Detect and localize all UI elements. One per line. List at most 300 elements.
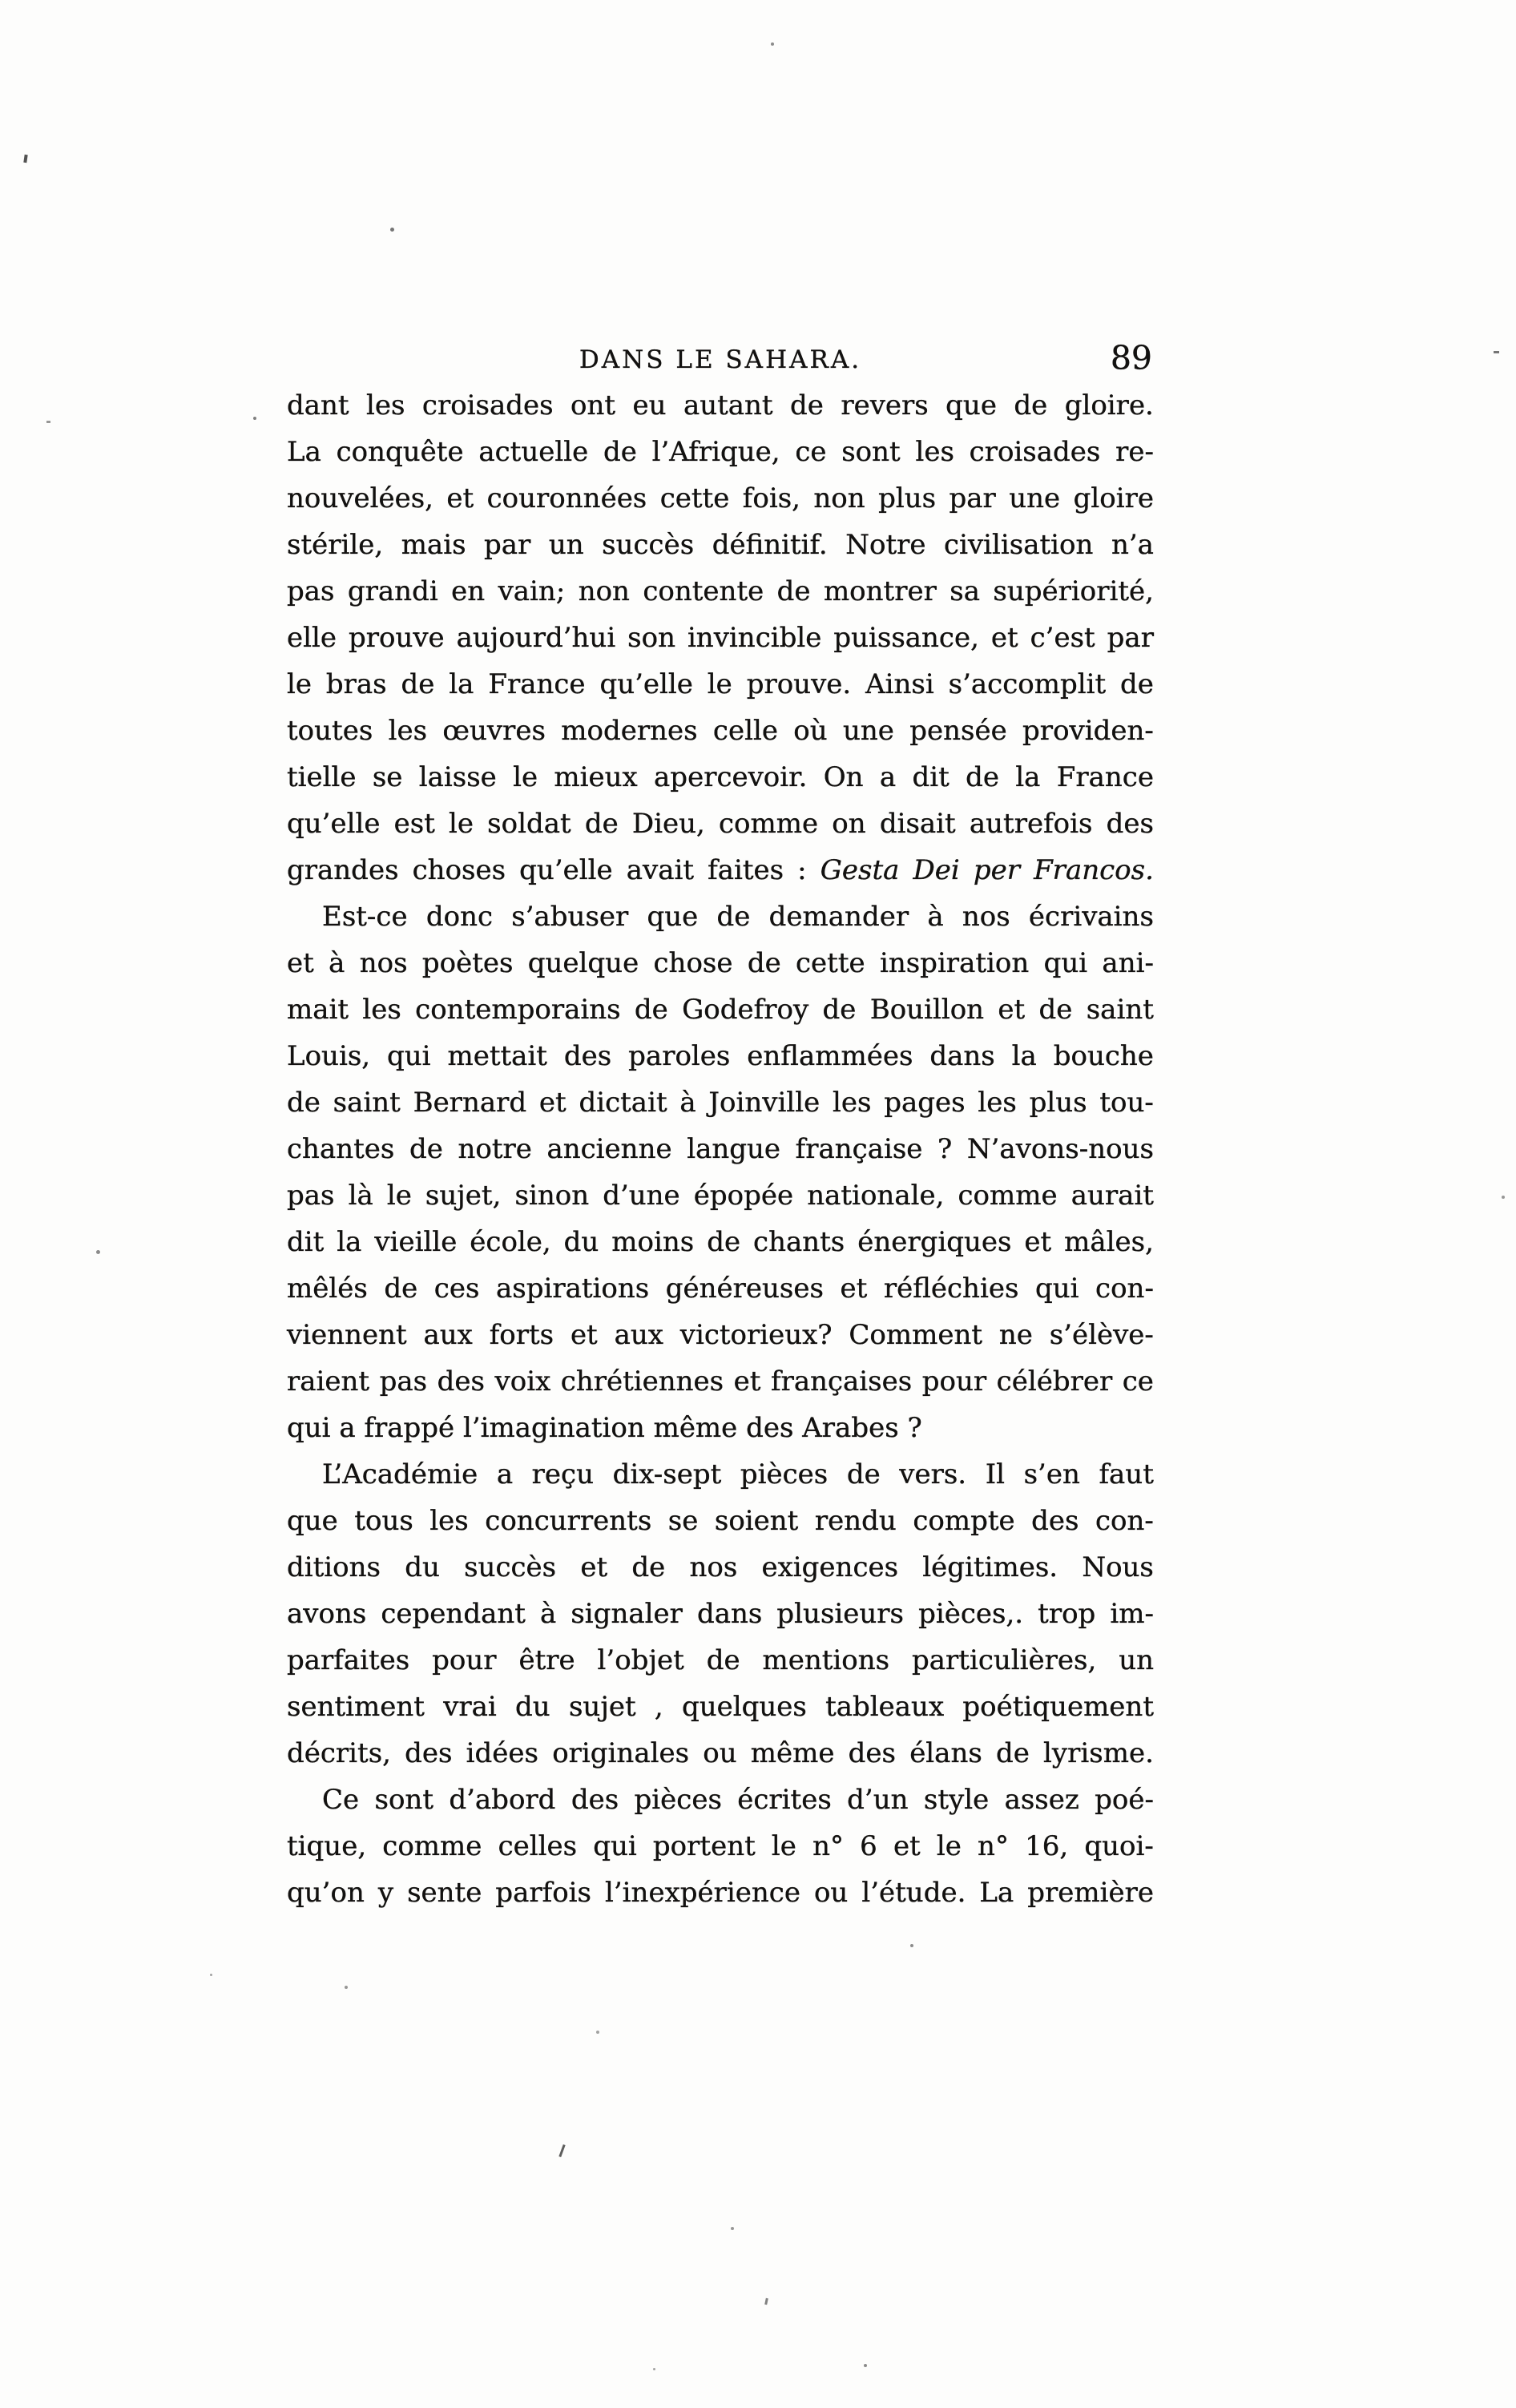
word: pièces [740,1458,829,1490]
scan-speck [771,42,774,46]
word: aurait [1070,1180,1154,1212]
word: avait [626,854,695,886]
word: n° [978,1830,1009,1862]
running-header [287,338,1154,375]
word: et [538,1087,566,1119]
word: qu’elle [519,854,613,886]
word: montrer [823,575,937,607]
running-title: DANS LE SAHARA. [579,345,862,374]
word: du [515,1691,550,1723]
word: des [437,1365,485,1398]
scan-speck [558,2144,565,2157]
word: de [287,1087,321,1119]
word: Godefroy [682,994,809,1026]
word: soldat [487,808,571,840]
word: de [409,1133,443,1165]
word: reçu [531,1458,594,1490]
word: se [667,1505,699,1537]
word: Est-ce [322,901,408,933]
word: les [833,1087,872,1119]
word: de [634,994,668,1026]
word: signaler [571,1598,683,1630]
word: dit [287,1226,325,1258]
word: couronnées [486,482,647,514]
word: notre [458,1133,532,1165]
word: Ce [322,1784,360,1816]
word: d’une [603,1180,680,1212]
scan-speck [596,2031,599,2034]
word: N’avons-nous [966,1133,1154,1165]
word: celle [712,715,778,747]
text-line [287,1823,1154,1870]
word: célébrer [996,1365,1113,1398]
word: nos [962,901,1010,933]
word: re- [1115,436,1154,468]
word: le [287,668,312,700]
word: conquête [336,436,464,468]
word: demander [768,901,909,933]
text-line [287,1730,1154,1777]
word: con- [1095,1505,1154,1537]
word: de [776,575,811,607]
word: de [790,389,824,422]
word: victorieux? [679,1319,833,1351]
word: sujet [568,1691,636,1723]
word: qui [593,1830,637,1862]
word: puissance, [833,622,979,654]
word: faut [1099,1458,1154,1490]
word: revers [841,389,929,422]
word: poètes [421,947,514,979]
scan-speck [210,1974,212,1976]
word: des [563,1040,612,1072]
word: a [496,1458,514,1490]
word: prouve. [746,668,852,700]
word: là [348,1180,373,1212]
word: comme [382,1830,482,1862]
word: par [1107,622,1154,654]
word: la [449,668,474,700]
word: pour [432,1644,497,1676]
word: les [388,715,428,747]
word: sont [374,1784,433,1816]
word: soient [714,1505,799,1537]
word: française [795,1133,923,1165]
word: sont [841,436,901,468]
word: bouche [1053,1040,1154,1072]
page-body-text [287,382,1154,1916]
word: On [823,761,864,793]
word: sinon [514,1180,590,1212]
word: ? [937,1133,953,1165]
word: de [716,901,751,933]
text-line [287,661,1154,708]
scan-speck [390,228,394,232]
word: vieille [374,1226,458,1258]
word: l’étude. [861,1877,966,1909]
word: supériorité, [993,575,1154,607]
word: vers. [899,1458,967,1490]
word: croisades [421,389,554,422]
word: s’accomplit [948,668,1107,700]
word: des [848,1737,897,1769]
word: 16, [1025,1830,1069,1862]
word: et [446,482,474,514]
word: la [337,1226,362,1258]
word: généreuses [665,1273,824,1305]
word: de [995,1737,1030,1769]
word: et [287,947,314,979]
text-line [287,847,1154,893]
word: n° [812,1830,844,1862]
word: idées [466,1737,539,1769]
word: contemporains [415,994,621,1026]
word: pièces [634,1784,722,1816]
word: ani- [1102,947,1154,979]
word: le [936,1830,962,1862]
word: de [631,1551,666,1583]
word: qu’elle [287,808,381,840]
word: originales [552,1737,690,1769]
text-line [287,522,1154,568]
word: fois, [742,482,800,514]
word: et [990,622,1018,654]
word: aux [423,1319,473,1351]
word: style [923,1784,990,1816]
word: les [366,389,405,422]
word: ne [998,1319,1033,1351]
word: sa [950,575,980,607]
word: rendu [814,1505,897,1537]
text-line [287,568,1154,615]
word: non [813,482,865,514]
word: autant [683,389,773,422]
word: pour [921,1365,987,1398]
word: vain; [498,575,566,607]
word: écrivains [1028,901,1154,933]
word: réfléchies [883,1273,1019,1305]
word: stérile, [287,529,384,561]
text-line [287,754,1154,801]
word: que [945,389,997,422]
word: la [1011,1040,1037,1072]
word: la [1015,761,1041,793]
scan-speck [731,2227,734,2230]
word: tous [354,1505,413,1537]
word: son [627,622,675,654]
word: se [372,761,403,793]
word: trop [1038,1598,1096,1630]
text-line [287,1870,1154,1916]
word: Il [985,1458,1006,1490]
word: a [879,761,897,793]
scan-speck [764,2298,768,2305]
scan-speck [253,417,256,420]
word: et [570,1319,598,1351]
word: modernes [561,715,698,747]
word: mieux [554,761,638,793]
word: succès [602,529,695,561]
word: d’abord [449,1784,556,1816]
word: s’en [1023,1458,1080,1490]
word: mâles, [1064,1226,1154,1258]
word: de [401,668,435,700]
word: par [484,529,531,561]
scan-speck [23,155,27,163]
word: autrefois [969,808,1093,840]
word: à [927,901,944,933]
word: être [518,1644,575,1676]
word: aujourd’hui [456,622,616,654]
italic-word: Dei [913,854,960,886]
word: ancienne [546,1133,672,1165]
text-line [287,475,1154,522]
word: du [405,1551,440,1583]
word: inspiration [879,947,1030,979]
word: Bernard [413,1087,527,1119]
word: de [966,761,999,793]
word: épopée [693,1180,794,1212]
word: on [832,808,866,840]
word: chantes [287,1133,395,1165]
word: de [706,1644,740,1676]
word: plus [878,482,937,514]
text-line [287,1033,1154,1079]
word: chants [753,1226,845,1258]
scan-speck [1502,1196,1505,1199]
word: du [563,1226,599,1258]
word: n’a [1111,529,1154,561]
text-line [287,1405,1154,1451]
word: qu’on [287,1877,365,1909]
scan-speck [345,1986,348,1989]
italic-word: per [973,854,1020,886]
word: Louis, [287,1040,371,1072]
word: exigences [761,1551,899,1583]
text-line [287,382,1154,429]
word: que [647,901,699,933]
word: mettait [447,1040,547,1072]
word: invincible [687,622,822,654]
word: mait [287,994,349,1026]
word: pas [287,575,335,607]
word: de [384,1273,418,1305]
word: qui [1043,947,1088,979]
text-line [287,1684,1154,1730]
word: 6 [860,1830,877,1862]
word: à [329,947,345,979]
word: première [1027,1877,1154,1909]
word: dans [929,1040,995,1072]
word: qui [1034,1273,1079,1305]
text-line [287,986,1154,1033]
word: La [979,1877,1014,1909]
text-line [287,1591,1154,1637]
word: dit [912,761,950,793]
word: raient [287,1365,370,1398]
word: des [571,1784,619,1816]
word: et [998,994,1026,1026]
word: viennent [287,1319,407,1351]
word: portent [652,1830,756,1862]
word: poé- [1095,1784,1154,1816]
italic-word: Francos. [1034,854,1154,886]
word: ou [813,1877,849,1909]
word: et [840,1273,868,1305]
word: , [654,1691,663,1723]
word: de [584,808,619,840]
word: ou [703,1737,737,1769]
word: gloire. [1064,389,1154,422]
word: compte [913,1505,1015,1537]
word: tou- [1099,1087,1154,1119]
word: l’Afrique, [651,436,780,468]
word: à [679,1087,696,1119]
scan-speck [864,2364,867,2367]
word: concurrents [485,1505,652,1537]
word: même [750,1737,835,1769]
word: prouve [348,622,445,654]
word: de [603,436,637,468]
word: voix [494,1365,551,1398]
word: moins [611,1226,695,1258]
text-line [287,940,1154,986]
word: elle [287,622,337,654]
word: ce [1122,1365,1154,1398]
word: est [393,808,435,840]
word: le [386,1180,412,1212]
word: ont [571,389,616,422]
word: sentiment [287,1691,425,1723]
line-text: qui a frappé l’imagination même des Arabes ? [287,1412,922,1444]
text-line [287,1265,1154,1312]
text-line [287,1358,1154,1405]
text-line [287,1172,1154,1219]
text-line [287,1777,1154,1823]
word: de [822,994,857,1026]
word: s’élève- [1049,1319,1154,1351]
word: et [893,1830,921,1862]
word: saint [1086,994,1154,1026]
word: grandes [287,854,399,886]
word: s’abuser [511,901,629,933]
text-line [287,893,1154,940]
word: sujet, [425,1180,502,1212]
word: assez [1004,1784,1079,1816]
word: gloire [1073,482,1154,514]
word: décrits, [287,1737,391,1769]
word: tableaux [825,1691,945,1723]
word: françaises [770,1365,913,1398]
word: ce [795,436,827,468]
word: légitimes. [922,1551,1058,1583]
word: un [1119,1644,1154,1676]
text-line [287,615,1154,661]
word: à [540,1598,557,1630]
word: providen- [1022,715,1154,747]
text-line [287,708,1154,754]
word: pages [884,1087,966,1119]
text-line [287,1312,1154,1358]
word: Joinville [708,1087,820,1119]
word: dans [696,1598,763,1630]
scan-speck [96,1250,100,1254]
word: bras [325,668,387,700]
word: dix-sept [612,1458,722,1490]
scan-speck [910,1944,913,1947]
word: en [451,575,486,607]
word: comme [719,808,819,840]
word: actuelle [478,436,589,468]
text-line [287,801,1154,847]
text-line [287,1126,1154,1172]
word: grandi [347,575,438,607]
word: avons [287,1598,367,1630]
word: Ainsi [865,668,934,700]
word: de [707,1226,741,1258]
text-line [287,1451,1154,1498]
word: le [513,761,538,793]
word: nouvelées, [287,482,433,514]
word: toutes [287,715,373,747]
word: où [793,715,828,747]
word: aspirations [495,1273,650,1305]
word: les [978,1087,1017,1119]
word: tique, [287,1830,367,1862]
word: mais [401,529,466,561]
word: croisades [969,436,1101,468]
word: sente [407,1877,482,1909]
text-line [287,1219,1154,1265]
word: une [842,715,894,747]
word: et [733,1365,761,1398]
scan-speck [46,421,50,423]
word: pensée [909,715,1007,747]
word: des [1106,808,1154,840]
word: un [548,529,584,561]
word: chose [653,947,733,979]
word: nationale, [807,1180,945,1212]
word: y [377,1877,394,1909]
word: par [949,482,996,514]
word: chrétiennes [560,1365,724,1398]
word: apercevoir. [654,761,808,793]
word: civilisation [944,529,1094,561]
word: les [362,994,401,1026]
word: ces [433,1273,480,1305]
word: comme [958,1180,1058,1212]
word: France [1056,761,1154,793]
word: eu [632,389,667,422]
word: de [1014,389,1048,422]
word: élans [909,1737,982,1769]
word: plusieurs [776,1598,904,1630]
word: Dieu, [631,808,705,840]
word: Bouillon [869,994,985,1026]
scan-speck [1494,351,1499,353]
word: une [1009,482,1061,514]
word: France [488,668,586,700]
word: de [1038,994,1073,1026]
word: que [287,1505,338,1537]
word: contente [643,575,764,607]
text-line [287,429,1154,475]
word: mêlés [287,1273,368,1305]
word: Notre [845,529,926,561]
word: quelques [681,1691,807,1723]
scan-speck [653,2368,655,2370]
word: les [429,1505,469,1537]
